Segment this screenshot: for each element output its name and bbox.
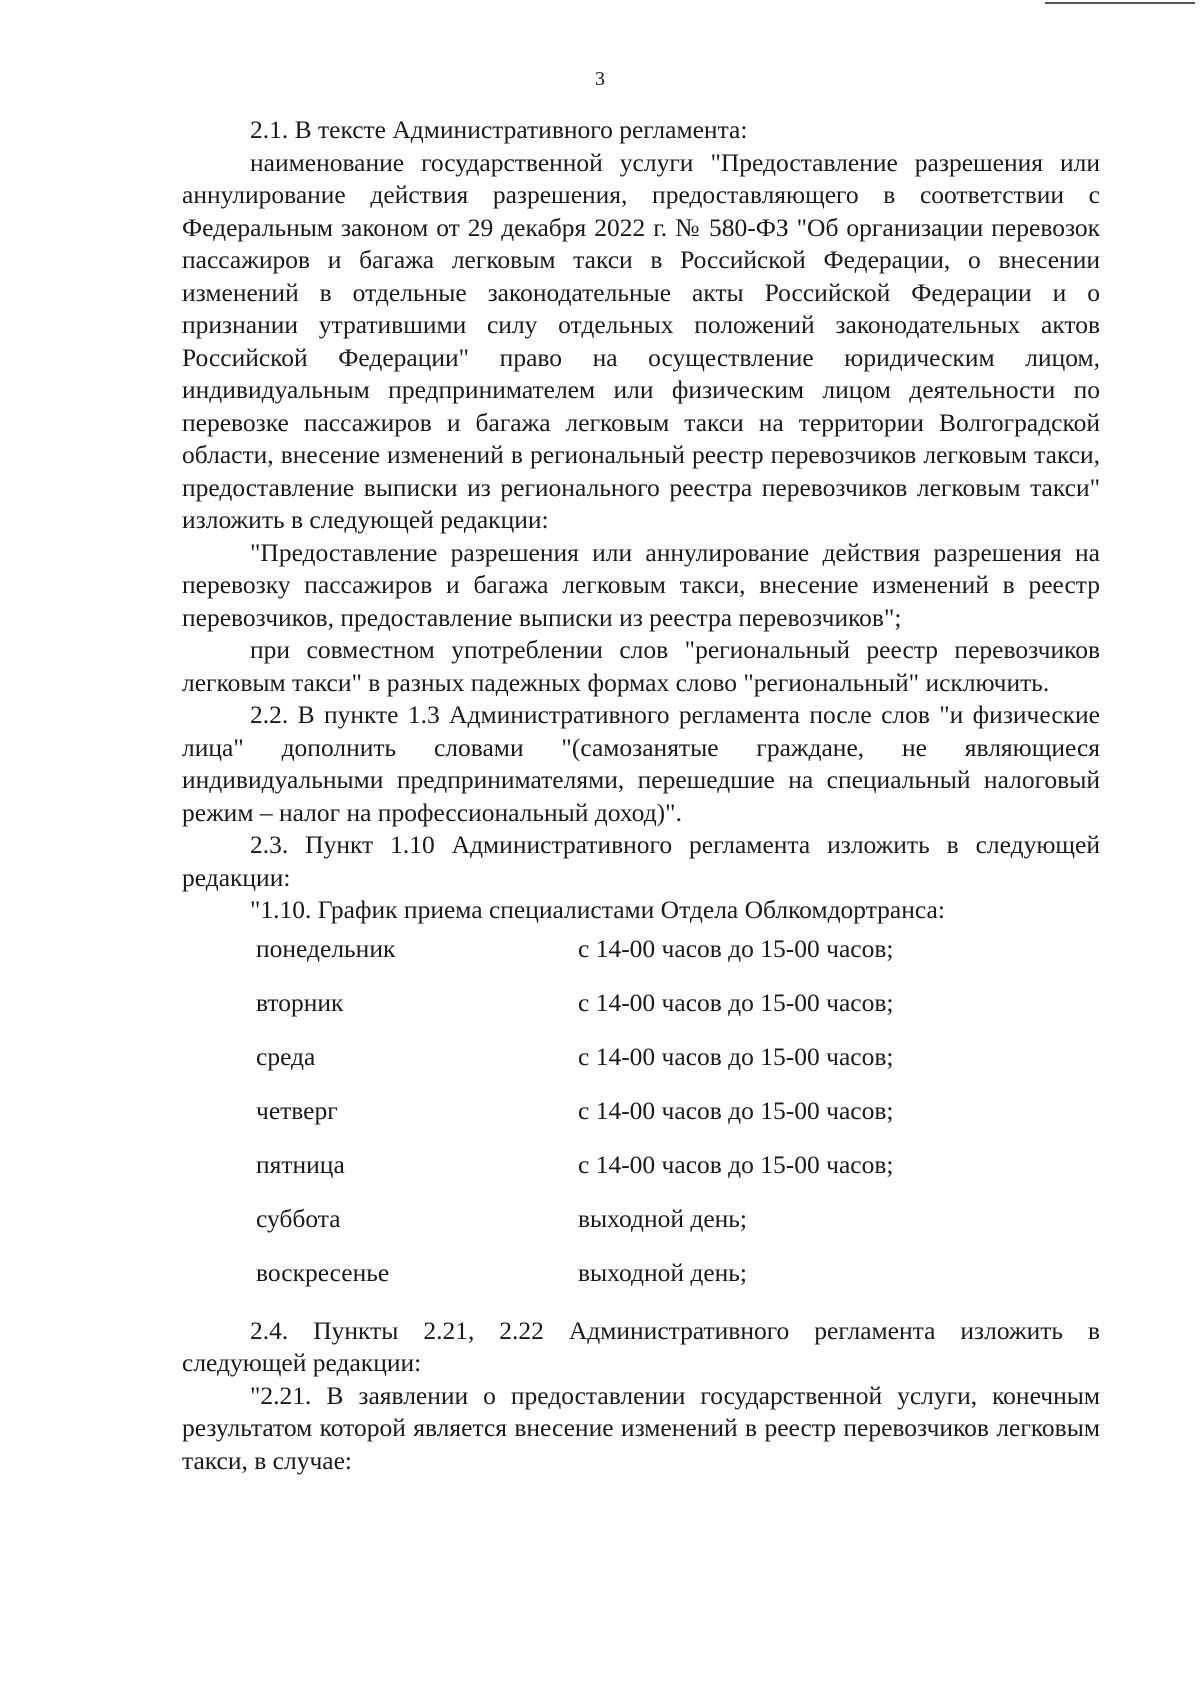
schedule-hours: с 14-00 часов до 15-00 часов; [578,1095,894,1125]
schedule-row [182,987,1100,1041]
paragraph-2-3: 2.3. Пункт 1.10 Административного регламента изложить в следующей редакции: [182,830,1100,892]
paragraph-service-name-new: "Предоставление разрешения или аннулирование действия разрешения на перевозку пассажиров и багажа легковым такси, внесение изменений в реестр перевозчиков, предоставление выписки из реестра перевозчиков"; [182,537,1100,632]
paragraph-2-1: 2.1. В тексте Административного регламента: [250,115,748,144]
schedule-day: воскресенье [256,1257,390,1287]
schedule-row [182,1257,1100,1311]
schedule-day: суббота [256,1203,341,1233]
schedule-hours: с 14-00 часов до 15-00 часов; [578,1149,894,1179]
schedule-row [182,1095,1100,1149]
schedule-hours: с 14-00 часов до 15-00 часов; [578,933,894,963]
top-edge-line [1045,2,1195,4]
schedule-hours: выходной день; [578,1203,748,1233]
schedule-hours: с 14-00 часов до 15-00 часов; [578,987,894,1017]
schedule-day: среда [256,1041,316,1071]
paragraph-2-21: "2.21. В заявлении о предоставлении государственной услуги, конечным результатом которой является внесение изменений в реестр перевозчиков легковым такси, в случае: [182,1380,1100,1475]
schedule-day: понедельник [256,933,396,963]
paragraph-2-4: 2.4. Пункты 2.21, 2.22 Административного регламента изложить в следующей редакции: [182,1315,1100,1377]
paragraph-service-name-old: наименование государственной услуги "Предоставление разрешения или аннулирование действия разрешения, предоставляющего в соответствии с Федеральным законом от 29 декабря 2022 г. № 580-ФЗ "Об организации перевозок пассажиров и багажа легковым такси в Российской Федерации, о внесении изменений в отдельные законодательные акты Российской Федерации и о признании утратившими силу отдельных положений законодательных актов Российской Федерации" право на осуществление юридическим лицом, индивидуальным предпринимателем или физическим лицом деятельности по перевозке пассажиров и багажа легковым такси на территории Волгоградской области, внесение изменений в региональный реестр перевозчиков легковым такси, предоставление выписки из регионального реестра перевозчиков легковым такси" изложить в следующей редакции: [182,147,1100,534]
schedule-row [182,1203,1100,1257]
schedule-hours: с 14-00 часов до 15-00 часов; [578,1041,894,1071]
schedule-day: четверг [256,1095,338,1125]
paragraph-joint-use: при совместном употреблении слов "региональный реестр перевозчиков легковым такси" в разных падежных формах слово "региональный" исключить. [182,635,1100,697]
document-body [182,114,1100,1477]
reception-schedule [182,933,1100,1311]
schedule-hours: выходной день; [578,1257,748,1287]
schedule-row [182,933,1100,987]
schedule-row [182,1041,1100,1095]
page-number: 3 [595,68,605,90]
paragraph-2-2: 2.2. В пункте 1.3 Административного регламента после слов "и физические лица" дополнить словами "(самозанятые граждане, не являющиеся индивидуальными предпринимателями, перешедшие на специальный налоговый режим – налог на профессиональный доход)". [182,700,1100,827]
paragraph-1-10: "1.10. График приема специалистами Отдела Облкомдортранса: [250,895,945,924]
schedule-row [182,1149,1100,1203]
schedule-day: вторник [256,987,344,1017]
schedule-day: пятница [256,1149,345,1179]
